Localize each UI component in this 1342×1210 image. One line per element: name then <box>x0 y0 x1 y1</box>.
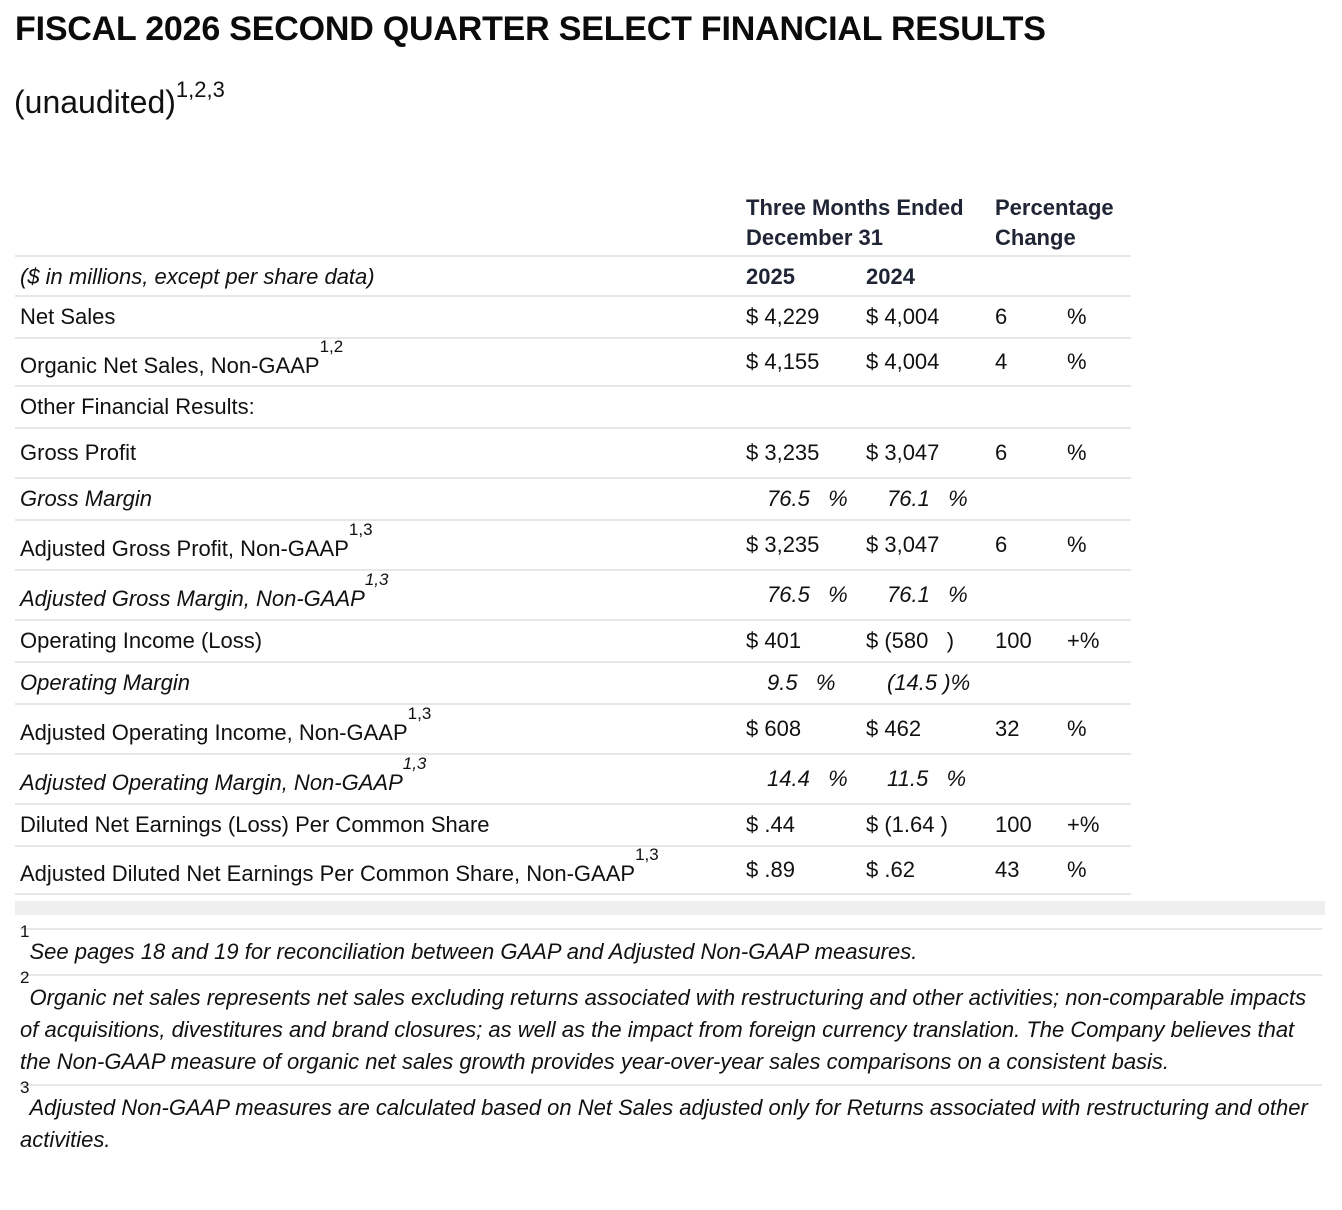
subtitle-footnote-ref: 1,2,3 <box>175 77 225 103</box>
value-2025: 76.5 % <box>767 582 848 607</box>
percentage-suffix: +% <box>1067 812 1100 837</box>
row-label <box>20 845 659 887</box>
value-2025: 9.5 % <box>767 670 836 695</box>
value-2025: $ 4,229 <box>746 304 820 329</box>
row-label-text: Net Sales <box>20 304 116 329</box>
year-prior: 2024 <box>866 264 915 289</box>
footnote-number: 1 <box>20 922 30 941</box>
financial-results-table <box>15 193 1131 895</box>
page-title: FISCAL 2026 SECOND QUARTER SELECT FINANCIAL RESULTS <box>15 10 1046 48</box>
row-label-text: Gross Profit <box>20 440 137 465</box>
year-current: 2025 <box>746 264 795 289</box>
footnote <box>20 1078 1322 1162</box>
row-label <box>20 486 152 512</box>
table-row <box>15 479 1131 521</box>
value-2025: $ .44 <box>746 812 795 837</box>
table-row <box>15 663 1131 705</box>
value-2025: 76.5 % <box>767 486 848 511</box>
table-header-row <box>15 193 1131 257</box>
footnote <box>20 922 1322 974</box>
row-label <box>20 628 262 654</box>
row-footnote-ref: 1,2 <box>319 337 344 356</box>
table-row <box>15 521 1131 571</box>
percentage-change: 32 <box>995 716 1020 741</box>
value-2025: $ 3,235 <box>746 532 820 557</box>
percentage-change: 4 <box>995 349 1008 374</box>
value-2024: 76.1 % <box>887 582 968 607</box>
value-2025: $ 401 <box>746 628 802 653</box>
row-label <box>20 812 490 838</box>
table-row <box>15 805 1131 847</box>
table-row <box>15 847 1131 895</box>
row-footnote-ref: 1,3 <box>348 520 373 539</box>
percentage-change: 100 <box>995 628 1032 653</box>
row-label-text: Adjusted Diluted Net Earnings Per Common Share, Non-GAAP <box>20 861 636 886</box>
percentage-suffix: % <box>1067 716 1087 741</box>
row-label <box>20 754 427 796</box>
percentage-change: 6 <box>995 304 1008 329</box>
row-label <box>20 394 255 420</box>
table-row <box>15 705 1131 755</box>
table-row <box>15 571 1131 621</box>
units-note: ($ in millions, except per share data) <box>20 264 375 289</box>
row-footnote-ref: 1,3 <box>635 845 659 864</box>
footnotes <box>20 922 1322 1162</box>
table-row <box>15 297 1131 339</box>
footnote-text: See pages 18 and 19 for reconciliation between GAAP and Adjusted Non-GAAP measures. <box>29 939 918 964</box>
table-row <box>15 755 1131 805</box>
value-2025: $ .89 <box>746 857 795 882</box>
footnote-separator <box>15 901 1325 915</box>
value-2025: 14.4 % <box>767 766 848 791</box>
percentage-suffix: % <box>1067 304 1087 329</box>
value-2024: $ 462 <box>866 716 922 741</box>
row-label <box>20 520 373 562</box>
row-label <box>20 304 115 330</box>
percentage-change: 100 <box>995 812 1032 837</box>
percentage-change: 6 <box>995 440 1008 465</box>
row-label <box>20 670 190 696</box>
value-2025: $ 608 <box>746 716 802 741</box>
value-2024: $ (580 ) <box>866 628 955 653</box>
row-label-text: Diluted Net Earnings (Loss) Per Common Share <box>20 812 490 837</box>
value-2024: $ 4,004 <box>866 304 940 329</box>
table-body <box>15 297 1131 895</box>
value-2024: 11.5 % <box>887 766 967 791</box>
row-label-text: Gross Margin <box>20 486 153 511</box>
value-2024: $ 3,047 <box>866 440 940 465</box>
value-2024: $ 3,047 <box>866 532 940 557</box>
page-subtitle <box>14 77 225 121</box>
row-label-text: Adjusted Operating Margin, Non-GAAP <box>20 770 403 795</box>
percentage-suffix: % <box>1067 857 1087 882</box>
value-2025: $ 3,235 <box>746 440 820 465</box>
row-label <box>20 570 389 612</box>
row-label <box>20 440 136 466</box>
value-2024: $ 4,004 <box>866 349 940 374</box>
table-row <box>15 339 1131 387</box>
value-2024: $ (1.64 ) <box>866 812 948 837</box>
percentage-change: 43 <box>995 857 1020 882</box>
footnote <box>20 968 1322 1084</box>
value-2024: $ .62 <box>866 857 915 882</box>
footnote-number: 2 <box>20 968 30 987</box>
header-period: Three Months Ended <box>746 195 964 220</box>
row-label-text: Operating Income (Loss) <box>20 628 263 653</box>
footnote-text: Adjusted Non-GAAP measures are calculated based on Net Sales adjusted only for Returns associated with restructuring and other activities. <box>20 1095 1308 1152</box>
percentage-suffix: % <box>1067 349 1087 374</box>
row-label-text: Adjusted Gross Profit, Non-GAAP <box>20 536 349 561</box>
row-label-text: Operating Margin <box>20 670 190 695</box>
subtitle-text: (unaudited) <box>14 84 176 120</box>
table-row <box>15 621 1131 663</box>
row-label-text: Adjusted Operating Income, Non-GAAP <box>20 720 408 745</box>
row-footnote-ref: 1,3 <box>364 570 389 589</box>
row-label-text: Adjusted Gross Margin, Non-GAAP <box>20 586 365 611</box>
row-footnote-ref: 1,3 <box>402 754 427 773</box>
header-change: Percentage <box>995 195 1114 220</box>
percentage-change: 6 <box>995 532 1008 557</box>
row-label <box>20 337 344 379</box>
row-label <box>20 704 432 746</box>
table-row <box>15 387 1131 429</box>
table-row <box>15 429 1131 479</box>
value-2024: (14.5 )% <box>887 670 971 695</box>
value-2025: $ 4,155 <box>746 349 820 374</box>
percentage-suffix: +% <box>1067 628 1100 653</box>
row-footnote-ref: 1,3 <box>407 704 432 723</box>
header-change-2: Change <box>995 225 1076 250</box>
percentage-suffix: % <box>1067 440 1087 465</box>
value-2024: 76.1 % <box>887 486 968 511</box>
row-label-text: Organic Net Sales, Non-GAAP <box>20 353 320 378</box>
footnote-text: Organic net sales represents net sales excluding returns associated with restructuring and other activities; non-comparable impacts of acquisitions, divestitures and brand closures; as well as the impact from foreign currency translation. The Company believes that the Non-GAAP measure of organic net sales growth provides year-over-year sales comparisons on a consistent basis. <box>20 985 1307 1074</box>
percentage-suffix: % <box>1067 532 1087 557</box>
row-label-text: Other Financial Results: <box>20 394 255 419</box>
footnote-number: 3 <box>20 1078 30 1097</box>
table-subheader-row <box>15 257 1131 297</box>
header-period-2: December 31 <box>746 225 883 250</box>
